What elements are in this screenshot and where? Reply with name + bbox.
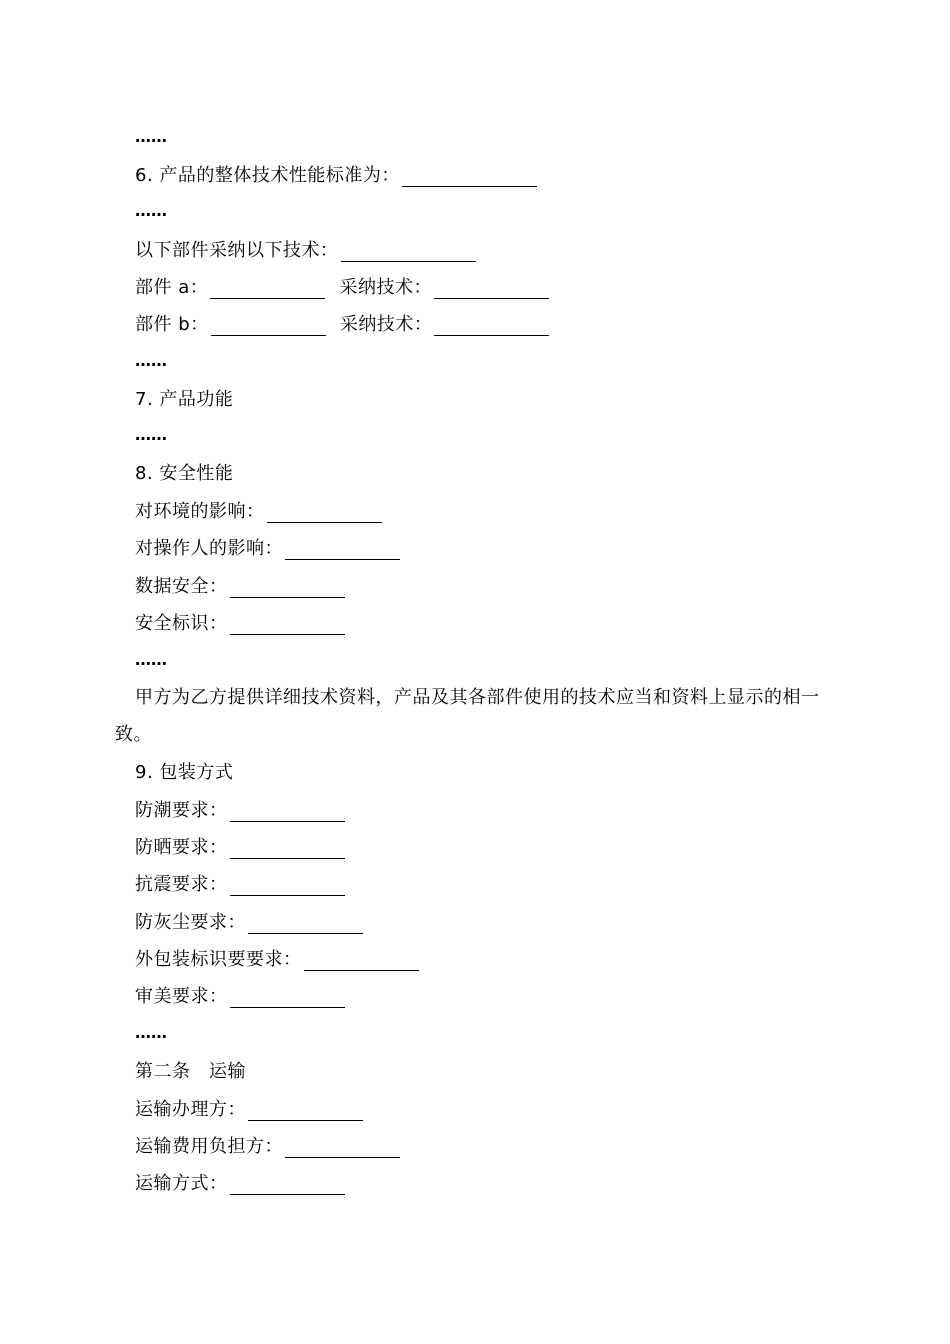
component-a-blank[interactable] [210,282,325,299]
safety-mark-label: 安全标识： [135,613,228,634]
operator-impact-blank[interactable] [285,543,400,560]
component-b-tech-label: 采纳技术： [339,314,433,335]
transport-handler-label: 运输办理方： [135,1099,246,1120]
data-security-line [135,576,345,598]
data-security-label: 数据安全： [135,576,228,597]
shock-blank[interactable] [230,879,345,896]
section-heading-function: 7. 产品功能 [135,389,234,410]
component-b-tech-blank[interactable] [434,319,549,336]
transport-handler-line [135,1099,363,1121]
sun-blank[interactable] [230,842,345,859]
dust-label: 防灰尘要求： [135,912,246,933]
outer-mark-label: 外包装标识要要求： [135,949,302,970]
ellipsis: …… [135,425,167,444]
operator-impact-label: 对操作人的影响： [135,538,283,559]
component-b-label: 部件 b： [135,314,209,335]
aesthetic-blank[interactable] [230,991,345,1008]
component-b-line [135,314,549,336]
transport-cost-blank[interactable] [285,1141,400,1158]
tech-standard-blank[interactable] [402,170,537,187]
moisture-blank[interactable] [230,805,345,822]
ellipsis: …… [135,1023,167,1042]
component-tech-line [135,240,476,262]
section-heading-safety: 8. 安全性能 [135,463,234,484]
tech-standard-line [135,165,537,187]
transport-handler-blank[interactable] [248,1104,363,1121]
env-impact-line [135,501,382,523]
component-a-tech-blank[interactable] [434,282,549,299]
moisture-label: 防潮要求： [135,800,228,821]
safety-mark-line [135,613,345,635]
transport-cost-label: 运输费用负担方： [135,1136,283,1157]
ellipsis: …… [135,650,167,669]
shock-label: 抗震要求： [135,874,228,895]
component-b-blank[interactable] [211,319,326,336]
component-tech-blank[interactable] [341,245,476,262]
ellipsis: …… [135,201,167,220]
section-heading-packaging: 9. 包装方式 [135,762,234,783]
outer-mark-blank[interactable] [304,954,419,971]
article-two-heading: 第二条 运输 [135,1061,246,1082]
env-impact-blank[interactable] [267,506,382,523]
sun-line [135,837,345,859]
dust-blank[interactable] [248,917,363,934]
component-a-tech-label: 采纳技术： [339,277,432,298]
sun-label: 防晒要求： [135,837,228,858]
transport-mode-line [135,1173,345,1195]
tech-standard-label: 6. 产品的整体技术性能标准为： [135,165,400,186]
tech-docs-paragraph: 甲方为乙方提供详细技术资料，产品及其各部件使用的技术应当和资料上显示的相一致。 [115,687,820,745]
ellipsis: …… [135,127,167,146]
aesthetic-line [135,986,345,1008]
moisture-line [135,800,345,822]
shock-line [135,874,345,896]
aesthetic-label: 审美要求： [135,986,228,1007]
dust-line [135,912,363,934]
ellipsis: …… [135,351,167,370]
outer-mark-line [135,949,419,971]
env-impact-label: 对环境的影响： [135,501,265,522]
component-tech-label: 以下部件采纳以下技术： [135,240,339,261]
transport-cost-line [135,1136,400,1158]
component-a-line [135,277,549,299]
data-security-blank[interactable] [230,581,345,598]
operator-impact-line [135,538,400,560]
transport-mode-blank[interactable] [230,1178,345,1195]
component-a-label: 部件 a： [135,277,209,298]
transport-mode-label: 运输方式： [135,1173,228,1194]
safety-mark-blank[interactable] [230,618,345,635]
